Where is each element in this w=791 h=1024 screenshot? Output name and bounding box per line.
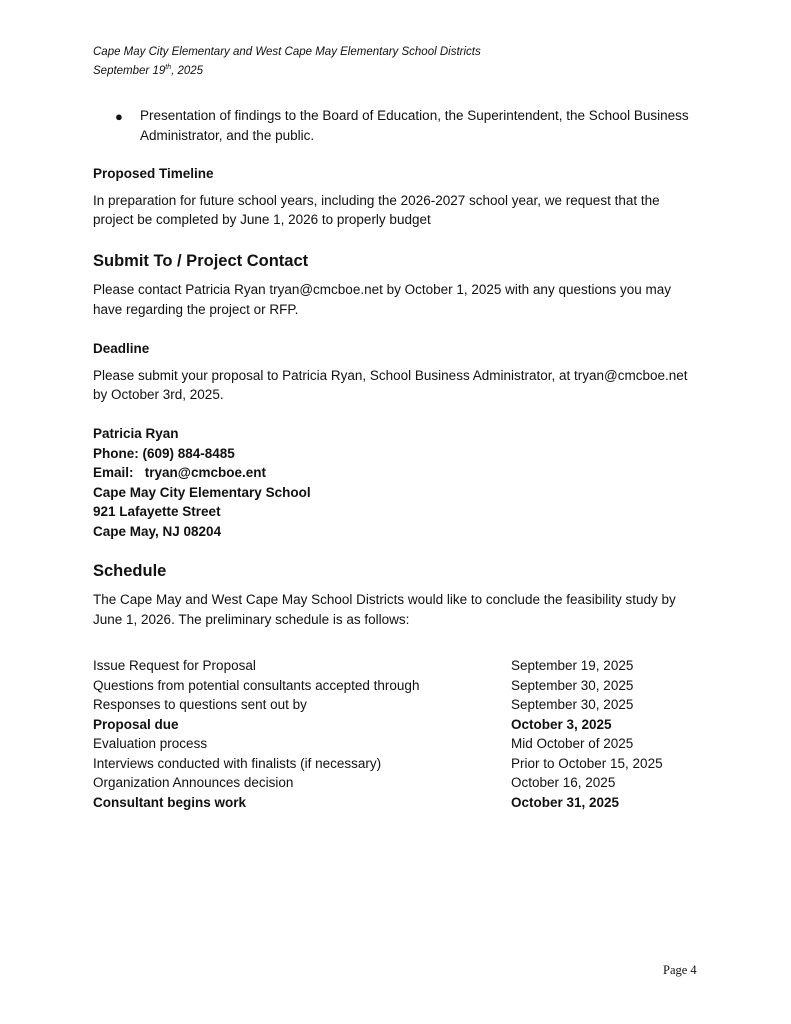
contact-section	[93, 250, 703, 319]
schedule-row	[93, 793, 693, 813]
schedule-row	[93, 695, 693, 715]
schedule-intro: The Cape May and West Cape May School Districts would like to conclude the feasibility study by June 1, 2026. The preliminary schedule is as follows:	[93, 592, 676, 627]
contact-text: Please contact Patricia Ryan tryan@cmcboe.net by October 1, 2025 with any questions you may have regarding the project or RFP.	[93, 282, 672, 317]
timeline-heading: Proposed Timeline	[93, 166, 214, 181]
schedule-item: Proposal due	[93, 716, 179, 732]
schedule-row	[93, 754, 693, 774]
schedule-item: Issue Request for Proposal	[93, 658, 256, 673]
contact-email: tryan@cmcboe.ent	[144, 465, 266, 480]
schedule-date: October 16, 2025	[511, 775, 616, 790]
deadline-section	[93, 339, 703, 405]
contact-block	[93, 424, 703, 541]
schedule-date: Prior to October 15, 2025	[511, 755, 663, 771]
bullet-dot-icon: ●	[115, 109, 123, 124]
contact-name: Patricia Ryan	[93, 426, 179, 441]
contact-email-line	[93, 463, 703, 483]
schedule-item: Interviews conducted with finalists (if necessary)	[93, 755, 382, 771]
deadline-heading: Deadline	[93, 341, 150, 356]
timeline-section	[93, 164, 703, 230]
page-number: Page 4	[663, 963, 697, 977]
schedule-date: September 19, 2025	[511, 658, 634, 673]
bullet-text: Presentation of findings to the Board of Education, the Superintendent, the School Business Administrator, and the public.	[140, 108, 689, 143]
header-district-line: Cape May City Elementary and West Cape May Elementary School Districts	[93, 46, 481, 58]
contact-email-label: Email:	[93, 465, 134, 480]
header-date-suffix: , 2025	[171, 64, 204, 77]
schedule-date: September 30, 2025	[511, 697, 634, 712]
contact-school: Cape May City Elementary School	[93, 484, 311, 500]
schedule-row	[93, 715, 693, 735]
schedule-row	[93, 773, 693, 793]
deadline-text: Please submit your proposal to Patricia Ryan, School Business Administrator, at tryan@cmcboe.net by October 3rd, 2025.	[93, 367, 688, 402]
schedule-item: Evaluation process	[93, 736, 208, 751]
contact-city: Cape May, NJ 08204	[93, 523, 222, 539]
schedule-date: September 30, 2025	[511, 677, 634, 693]
schedule-table	[93, 656, 693, 812]
page-header	[93, 44, 481, 79]
contact-heading: Submit To / Project Contact	[93, 252, 309, 270]
bullet-item	[93, 106, 703, 145]
schedule-date: October 3, 2025	[511, 716, 612, 732]
schedule-item: Consultant begins work	[93, 794, 247, 810]
schedule-date: October 31, 2025	[511, 794, 620, 810]
timeline-text: In preparation for future school years, including the 2026-2027 school year, we request that the project be completed by June 1, 2026 to properly budget	[93, 192, 660, 227]
header-date	[93, 60, 481, 79]
schedule-date: Mid October of 2025	[511, 736, 634, 751]
schedule-item: Questions from potential consultants accepted through	[93, 677, 420, 693]
contact-phone: Phone: (609) 884-8485	[93, 445, 235, 461]
schedule-item: Organization Announces decision	[93, 775, 294, 790]
header-date-prefix: September 19	[93, 64, 166, 77]
schedule-heading: Schedule	[93, 562, 167, 580]
header-date-sup: th	[165, 64, 172, 71]
schedule-item: Responses to questions sent out by	[93, 697, 307, 712]
schedule-section	[93, 560, 703, 629]
schedule-row	[93, 656, 693, 676]
schedule-row	[93, 676, 693, 696]
schedule-row	[93, 734, 693, 754]
contact-street: 921 Lafayette Street	[93, 504, 221, 519]
